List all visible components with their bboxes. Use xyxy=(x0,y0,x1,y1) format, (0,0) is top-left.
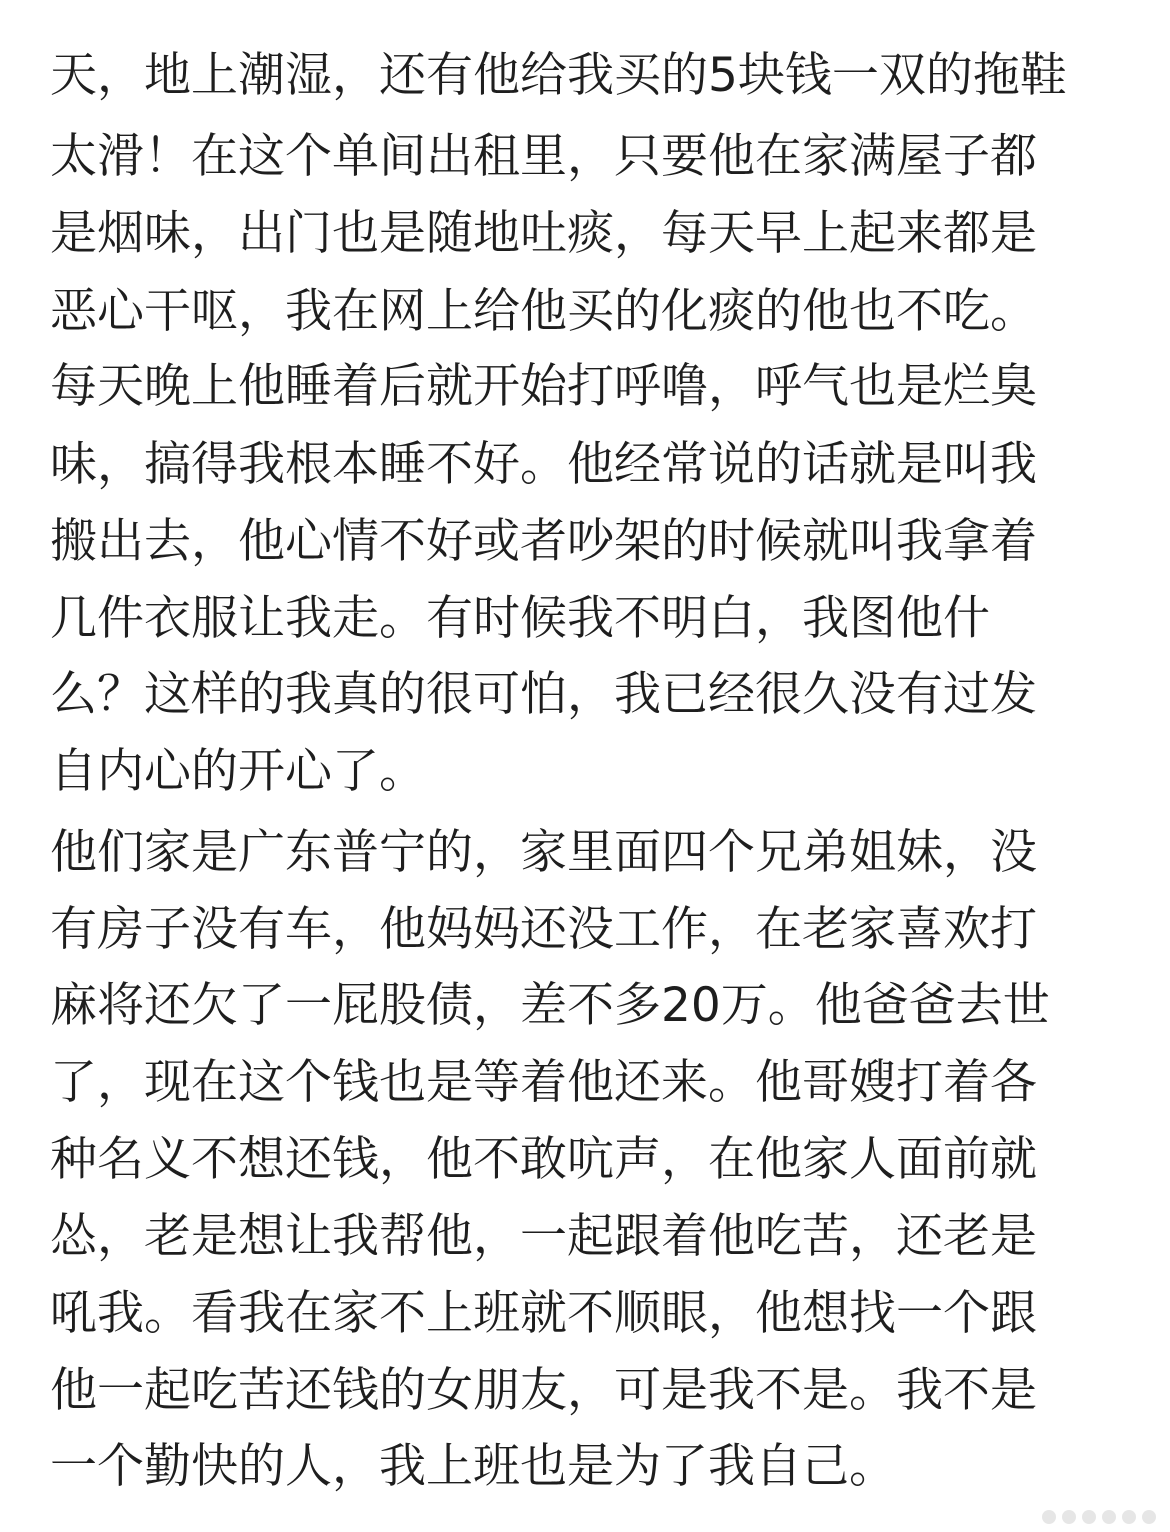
dot-icon xyxy=(1082,1510,1096,1524)
text-line: 恶心干呕，我在网上给他买的化痰的他也不吃。 xyxy=(50,284,1037,339)
text-line: 吼我。看我在家不上班就不顺眼，他想找一个跟 xyxy=(50,1286,1037,1341)
text-line: 自内心的开心了。 xyxy=(50,744,426,799)
text-line: 么？这样的我真的很可怕，我已经很久没有过发 xyxy=(50,667,1037,722)
dot-icon xyxy=(1142,1510,1156,1524)
text-line: 了，现在这个钱也是等着他还来。他哥嫂打着各 xyxy=(50,1055,1037,1110)
text-line: 天，地上潮湿，还有他给我买的5块钱一双的拖鞋 xyxy=(50,48,1067,103)
text-line: 他们家是广东普宁的，家里面四个兄弟姐妹，没 xyxy=(50,825,1037,880)
dot-icon xyxy=(1122,1510,1136,1524)
dot-icon xyxy=(1062,1510,1076,1524)
text-line: 怂，老是想让我帮他，一起跟着他吃苦，还老是 xyxy=(50,1209,1037,1264)
text-line: 太滑！在这个单间出租里，只要他在家满屋子都 xyxy=(50,129,1037,184)
text-line: 搬出去，他心情不好或者吵架的时候就叫我拿着 xyxy=(50,514,1037,569)
dot-icon xyxy=(1102,1510,1116,1524)
text-line: 一个勤快的人，我上班也是为了我自己。 xyxy=(50,1439,896,1494)
text-line: 味，搞得我根本睡不好。他经常说的话就是叫我 xyxy=(50,437,1037,492)
text-line: 他一起吃苦还钱的女朋友，可是我不是。我不是 xyxy=(50,1363,1037,1418)
text-line: 麻将还欠了一屁股债，差不多20万。他爸爸去世 xyxy=(50,978,1050,1033)
watermark-dots xyxy=(1042,1510,1156,1524)
text-line: 是烟味，出门也是随地吐痰，每天早上起来都是 xyxy=(50,206,1037,261)
dot-icon xyxy=(1042,1510,1056,1524)
text-line: 种名义不想还钱，他不敢吭声，在他家人面前就 xyxy=(50,1132,1037,1187)
text-line: 每天晚上他睡着后就开始打呼噜，呼气也是烂臭 xyxy=(50,359,1037,414)
text-line: 有房子没有车，他妈妈还没工作，在老家喜欢打 xyxy=(50,902,1037,957)
text-line: 几件衣服让我走。有时候我不明白，我图他什 xyxy=(50,591,990,646)
